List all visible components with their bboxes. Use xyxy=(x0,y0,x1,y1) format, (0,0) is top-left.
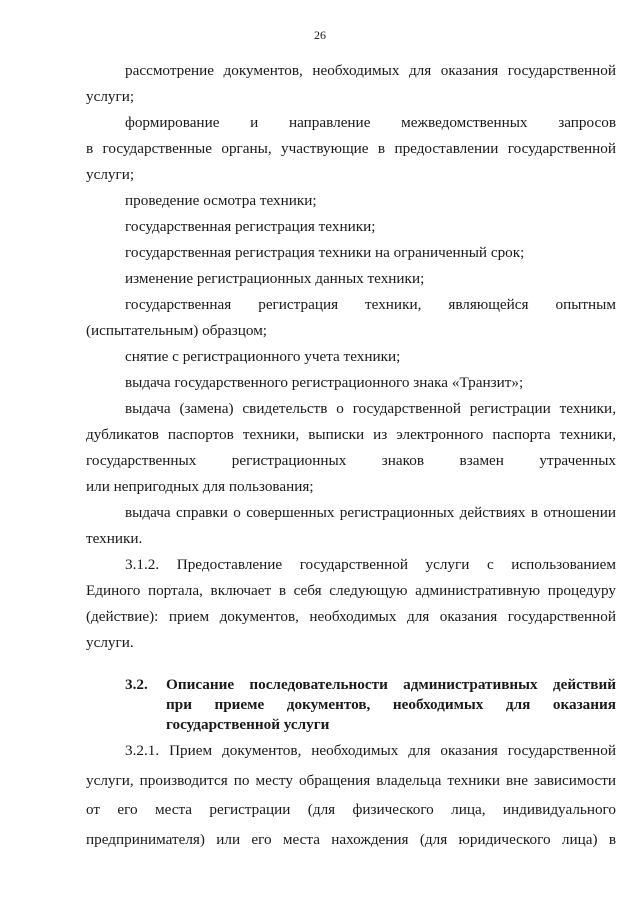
list-item: государственная регистрация техники на ограниченный срок; xyxy=(125,244,525,261)
heading-line: при приеме документов, необходимых для оказания xyxy=(166,696,616,713)
section-number: 3.2. xyxy=(125,676,148,693)
heading-line: Описание последовательности административных действий xyxy=(166,676,616,693)
list-item: снятие с регистрационного учета техники; xyxy=(125,348,401,365)
text-line: или непригодных для пользования; xyxy=(86,478,314,495)
text-line: техники. xyxy=(86,530,143,547)
text-line: услуги; xyxy=(86,88,135,105)
paragraph-line: Единого портала, включает в себя следующую административную процедуру xyxy=(86,582,616,599)
text-line: государственных регистрационных знаков взамен утраченных xyxy=(86,452,616,469)
body-text-block-2 xyxy=(86,736,616,854)
list-item: выдача государственного регистрационного знака «Транзит»; xyxy=(125,374,524,391)
section-heading xyxy=(86,675,616,735)
list-item: государственная регистрация техники, являющейся опытным xyxy=(125,296,616,313)
text-line: в государственные органы, участвующие в предоставлении государственной xyxy=(86,140,616,157)
text-line: услуги; xyxy=(86,166,135,183)
list-item: изменение регистрационных данных техники; xyxy=(125,270,425,287)
paragraph-line: предпринимателя) или его места нахождения (для юридического лица) в xyxy=(86,830,616,848)
heading-line: государственной услуги xyxy=(166,716,330,733)
paragraph-line: услуги. xyxy=(86,634,134,651)
list-item: государственная регистрация техники; xyxy=(125,218,376,235)
list-item: выдача справки о совершенных регистрационных действиях в отношении xyxy=(125,504,616,521)
text-line: рассмотрение документов, необходимых для оказания государственной xyxy=(125,62,616,79)
paragraph-line: 3.1.2. Предоставление государственной услуги с использованием xyxy=(125,556,616,573)
body-text-block-1 xyxy=(86,58,616,656)
paragraph-line: от его места регистрации (для физического лица, индивидуального xyxy=(86,801,616,818)
list-item: проведение осмотра техники; xyxy=(125,192,317,209)
paragraph-line: (действие): прием документов, необходимых для оказания государственной xyxy=(86,608,616,625)
list-item: выдача (замена) свидетельств о государственной регистрации техники, xyxy=(125,400,616,417)
text-line: (испытательным) образцом; xyxy=(86,322,268,339)
text-line: формирование и направление межведомственных запросов xyxy=(125,114,616,131)
text-line: дубликатов паспортов техники, выписки из электронного паспорта техники, xyxy=(86,426,616,443)
paragraph-line: 3.2.1. Прием документов, необходимых для оказания государственной xyxy=(125,742,616,759)
page-number: 26 xyxy=(314,28,326,42)
paragraph-line: услуги, производится по месту обращения владельца техники вне зависимости xyxy=(86,771,616,789)
